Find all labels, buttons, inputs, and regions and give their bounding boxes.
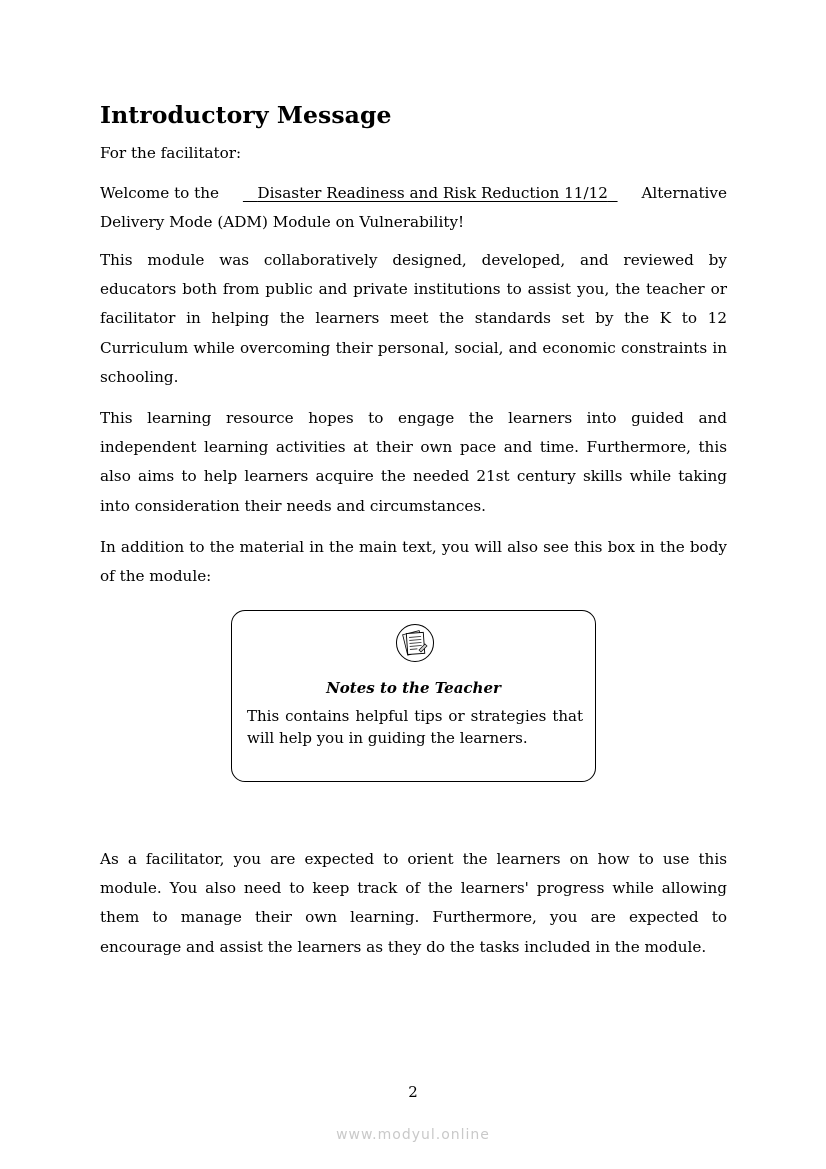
watermark: www.modyul.online bbox=[336, 1127, 490, 1143]
facilitator-role-paragraph: As a facilitator, you are expected to orient the learners on how to use this module. You also need to keep track of the learners' progress while allowing them to manage their own learning. Furthermore, you are expected to encourage and assist the learners as they do the tasks included in the module. bbox=[100, 850, 727, 956]
module-title: Disaster Readiness and Risk Reduction 11/12 bbox=[257, 184, 608, 202]
module-title-blank bbox=[243, 179, 618, 208]
box-intro-paragraph: In addition to the material in the main text, you will also see this box in the body of the module: bbox=[100, 538, 727, 586]
for-facilitator-label: For the facilitator: bbox=[100, 144, 242, 162]
welcome-prefix: Welcome to the bbox=[100, 184, 220, 202]
notes-pages-icon bbox=[395, 623, 435, 663]
welcome-second-line: Delivery Mode (ADM) Module on Vulnerability! bbox=[100, 213, 465, 232]
welcome-first-line bbox=[100, 179, 727, 208]
notes-to-teacher-box bbox=[231, 610, 596, 782]
learning-resource-paragraph: This learning resource hopes to engage the learners into guided and independent learning activities at their own pace and time. Furthermore, this also aims to help learners acquire the needed 21st century skills while taking into consideration their needs and circumstances. bbox=[100, 409, 727, 515]
notes-box-text: This contains helpful tips or strategies that will help you in guiding the learners. bbox=[247, 707, 583, 747]
welcome-paragraph bbox=[100, 179, 727, 237]
welcome-suffix: Alternative bbox=[641, 184, 727, 202]
page-number: 2 bbox=[408, 1083, 418, 1101]
module-description-paragraph: This module was collaboratively designed, developed, and reviewed by educators both from public and private institutions to assist you, the teacher or facilitator in helping the learners meet the standards set by the K to 12 Curriculum while overcoming their personal, social, and economic constraints in schooling. bbox=[100, 251, 727, 386]
page-title: Introductory Message bbox=[100, 101, 392, 129]
notes-box-title: Notes to the Teacher bbox=[326, 679, 501, 697]
